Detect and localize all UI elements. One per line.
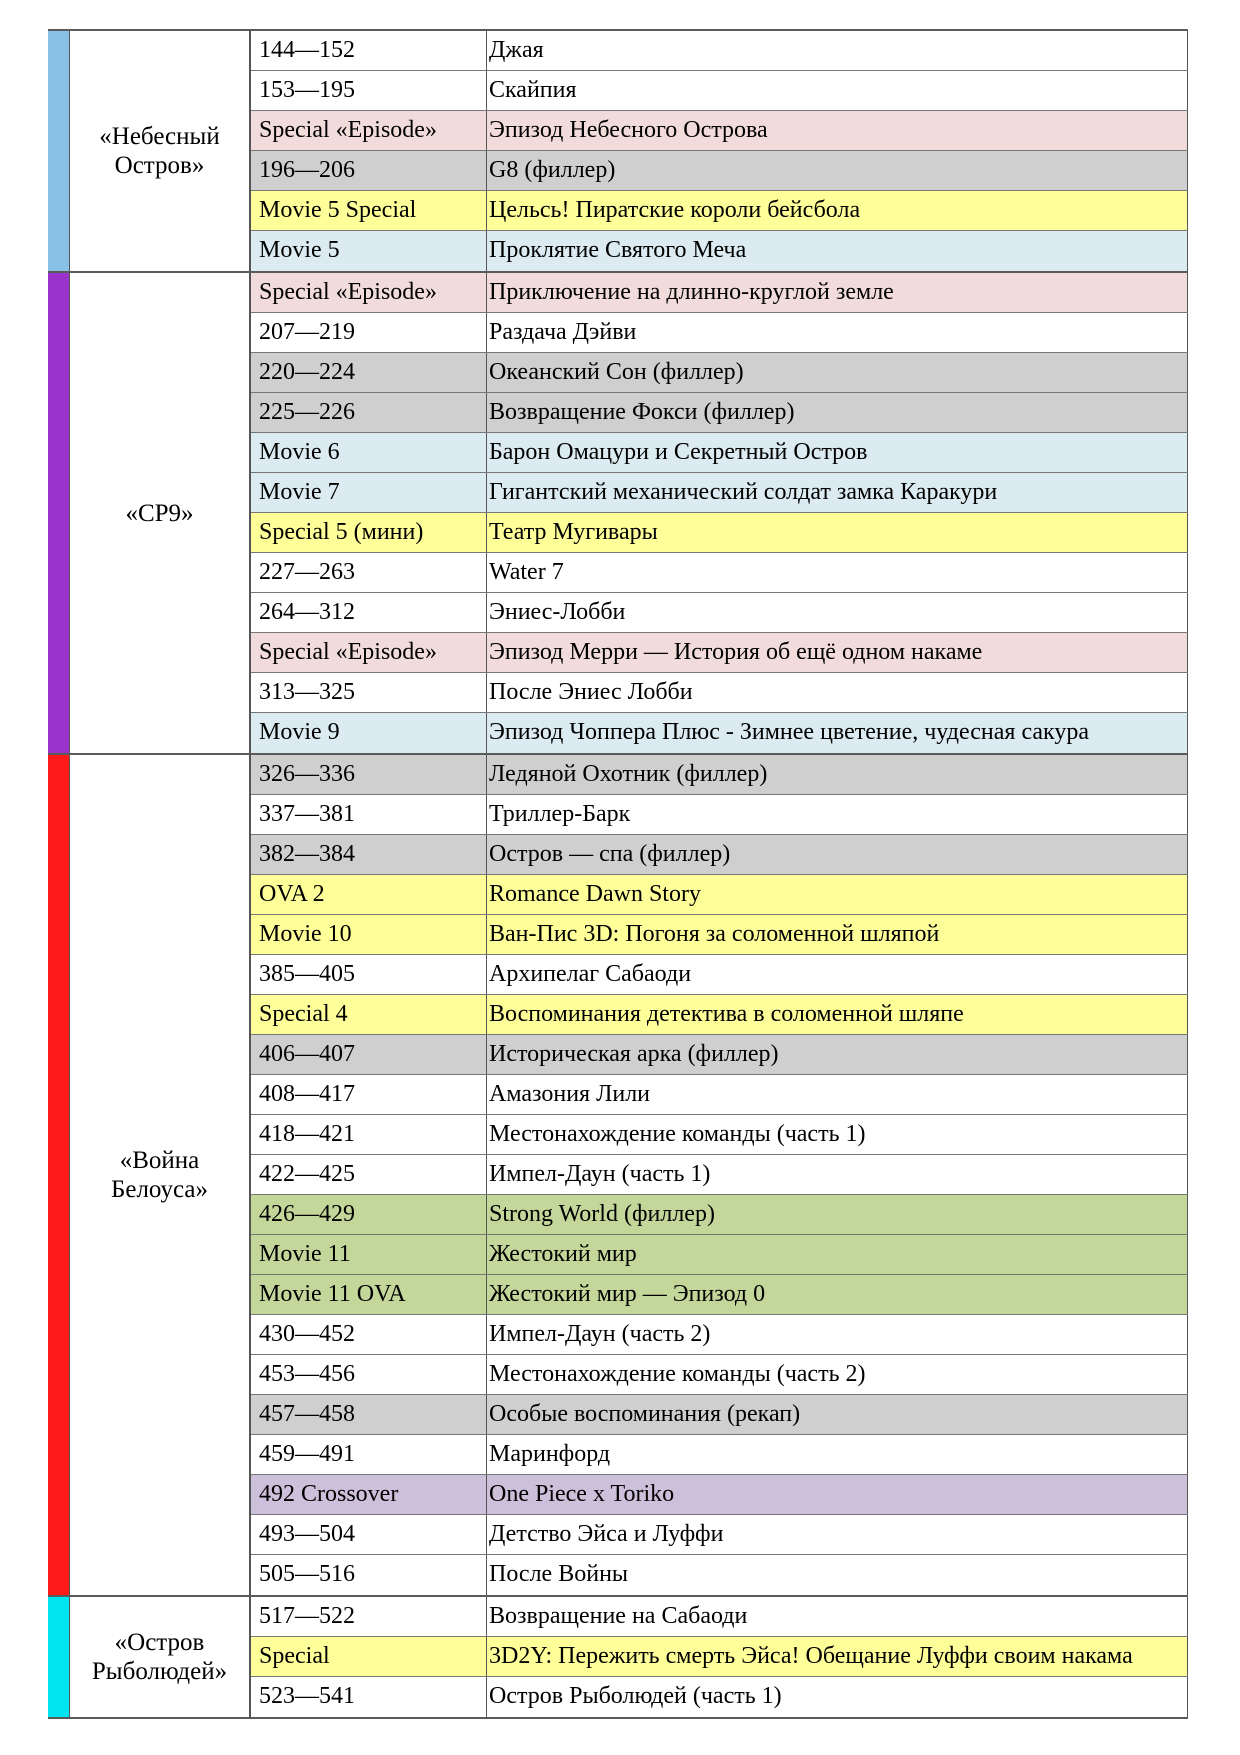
table-row bbox=[251, 71, 1188, 111]
arc-rows bbox=[251, 31, 1188, 271]
table-row bbox=[251, 875, 1188, 915]
episode-title-cell: Гигантский механический солдат замка Каракури bbox=[487, 473, 1188, 512]
episode-range-cell: Special «Episode» bbox=[251, 273, 487, 312]
arc-name: «Небесный Остров» bbox=[70, 31, 251, 271]
episode-title-cell: Детство Эйса и Луффи bbox=[487, 1515, 1188, 1554]
episode-title-cell: После Войны bbox=[487, 1555, 1188, 1595]
episode-range-cell: Special «Episode» bbox=[251, 111, 487, 150]
episode-range-cell: Movie 9 bbox=[251, 713, 487, 753]
table-row bbox=[251, 1637, 1188, 1677]
episode-title-cell: Местонахождение команды (часть 1) bbox=[487, 1115, 1188, 1154]
table-row bbox=[251, 353, 1188, 393]
episode-range-cell: 153—195 bbox=[251, 71, 487, 110]
episode-title-cell: Скайпия bbox=[487, 71, 1188, 110]
episode-range-cell: Special «Episode» bbox=[251, 633, 487, 672]
arc-name: «CP9» bbox=[70, 273, 251, 753]
table-row bbox=[251, 835, 1188, 875]
table-row bbox=[251, 1435, 1188, 1475]
episode-title-cell: Возвращение Фокси (филлер) bbox=[487, 393, 1188, 432]
episode-range-cell: 430—452 bbox=[251, 1315, 487, 1354]
arc-color-bar bbox=[48, 755, 70, 1595]
table-row bbox=[251, 393, 1188, 433]
episode-range-cell: OVA 2 bbox=[251, 875, 487, 914]
table-row bbox=[251, 553, 1188, 593]
episode-title-cell: Триллер-Барк bbox=[487, 795, 1188, 834]
episode-range-cell: Movie 10 bbox=[251, 915, 487, 954]
arc-rows bbox=[251, 1597, 1188, 1717]
episode-range-cell: 196—206 bbox=[251, 151, 487, 190]
episode-range-cell: 418—421 bbox=[251, 1115, 487, 1154]
episode-title-cell: Джая bbox=[487, 31, 1188, 70]
table-row bbox=[251, 433, 1188, 473]
table-row bbox=[251, 1075, 1188, 1115]
table-row bbox=[251, 593, 1188, 633]
arc-group bbox=[48, 273, 1188, 755]
episode-range-cell: Special 5 (мини) bbox=[251, 513, 487, 552]
episode-title-cell: Остров Рыболюдей (часть 1) bbox=[487, 1677, 1188, 1717]
table-row bbox=[251, 1235, 1188, 1275]
episode-range-cell: 144—152 bbox=[251, 31, 487, 70]
episode-range-cell: 326—336 bbox=[251, 755, 487, 794]
table-row bbox=[251, 1315, 1188, 1355]
table-row bbox=[251, 1155, 1188, 1195]
episode-range-cell: 408—417 bbox=[251, 1075, 487, 1114]
episode-range-cell: 492 Crossover bbox=[251, 1475, 487, 1514]
table-row bbox=[251, 1035, 1188, 1075]
episode-title-cell: Местонахождение команды (часть 2) bbox=[487, 1355, 1188, 1394]
arc-color-bar bbox=[48, 1597, 70, 1717]
arc-color-bar bbox=[48, 273, 70, 753]
episode-range-cell: 385—405 bbox=[251, 955, 487, 994]
episode-range-cell: 459—491 bbox=[251, 1435, 487, 1474]
episode-title-cell: Цельсь! Пиратские короли бейсбола bbox=[487, 191, 1188, 230]
episode-range-cell: 220—224 bbox=[251, 353, 487, 392]
table-row bbox=[251, 1475, 1188, 1515]
episode-title-cell: Ледяной Охотник (филлер) bbox=[487, 755, 1188, 794]
episode-table bbox=[48, 29, 1188, 1719]
table-row bbox=[251, 955, 1188, 995]
episode-range-cell: 382—384 bbox=[251, 835, 487, 874]
arc-group bbox=[48, 755, 1188, 1597]
episode-range-cell: 337—381 bbox=[251, 795, 487, 834]
episode-range-cell: 422—425 bbox=[251, 1155, 487, 1194]
episode-title-cell: Water 7 bbox=[487, 553, 1188, 592]
episode-range-cell: 227—263 bbox=[251, 553, 487, 592]
episode-title-cell: Strong World (филлер) bbox=[487, 1195, 1188, 1234]
episode-range-cell: Special bbox=[251, 1637, 487, 1676]
table-row bbox=[251, 755, 1188, 795]
arc-group bbox=[48, 1597, 1188, 1719]
episode-title-cell: Импел-Даун (часть 2) bbox=[487, 1315, 1188, 1354]
episode-title-cell: Эпизод Небесного Острова bbox=[487, 111, 1188, 150]
table-row bbox=[251, 1395, 1188, 1435]
episode-title-cell: После Эниес Лобби bbox=[487, 673, 1188, 712]
episode-title-cell: 3D2Y: Пережить смерть Эйса! Обещание Луффи своим накама bbox=[487, 1637, 1188, 1676]
table-row bbox=[251, 1515, 1188, 1555]
table-row bbox=[251, 1355, 1188, 1395]
table-row bbox=[251, 713, 1188, 753]
episode-range-cell: Movie 6 bbox=[251, 433, 487, 472]
episode-title-cell: Romance Dawn Story bbox=[487, 875, 1188, 914]
episode-title-cell: Эниес-Лобби bbox=[487, 593, 1188, 632]
table-row bbox=[251, 513, 1188, 553]
episode-title-cell: G8 (филлер) bbox=[487, 151, 1188, 190]
episode-title-cell: Историческая арка (филлер) bbox=[487, 1035, 1188, 1074]
arc-color-bar bbox=[48, 31, 70, 271]
episode-range-cell: 517—522 bbox=[251, 1597, 487, 1636]
table-row bbox=[251, 111, 1188, 151]
episode-title-cell: Маринфорд bbox=[487, 1435, 1188, 1474]
episode-range-cell: 426—429 bbox=[251, 1195, 487, 1234]
episode-title-cell: Ван-Пис 3D: Погоня за соломенной шляпой bbox=[487, 915, 1188, 954]
episode-range-cell: 505—516 bbox=[251, 1555, 487, 1595]
episode-title-cell: Архипелаг Сабаоди bbox=[487, 955, 1188, 994]
episode-range-cell: Movie 11 bbox=[251, 1235, 487, 1274]
episode-title-cell: Эпизод Чоппера Плюс - Зимнее цветение, чудесная сакура bbox=[487, 713, 1188, 753]
arc-rows bbox=[251, 755, 1188, 1595]
arc-name: «Остров Рыболюдей» bbox=[70, 1597, 251, 1717]
episode-range-cell: 313—325 bbox=[251, 673, 487, 712]
episode-range-cell: 406—407 bbox=[251, 1035, 487, 1074]
table-row bbox=[251, 151, 1188, 191]
table-row bbox=[251, 633, 1188, 673]
episode-title-cell: Воспоминания детектива в соломенной шляпе bbox=[487, 995, 1188, 1034]
episode-range-cell: Movie 5 Special bbox=[251, 191, 487, 230]
episode-range-cell: 493—504 bbox=[251, 1515, 487, 1554]
episode-range-cell: Movie 5 bbox=[251, 231, 487, 271]
episode-title-cell: Жестокий мир — Эпизод 0 bbox=[487, 1275, 1188, 1314]
episode-title-cell: Барон Омацури и Секретный Остров bbox=[487, 433, 1188, 472]
episode-range-cell: 207—219 bbox=[251, 313, 487, 352]
episode-range-cell: Movie 7 bbox=[251, 473, 487, 512]
episode-title-cell: Импел-Даун (часть 1) bbox=[487, 1155, 1188, 1194]
table-row bbox=[251, 673, 1188, 713]
episode-range-cell: Special 4 bbox=[251, 995, 487, 1034]
table-row bbox=[251, 313, 1188, 353]
table-row bbox=[251, 1555, 1188, 1595]
table-row bbox=[251, 1115, 1188, 1155]
table-row bbox=[251, 231, 1188, 271]
table-row bbox=[251, 1275, 1188, 1315]
episode-title-cell: Проклятие Святого Меча bbox=[487, 231, 1188, 271]
episode-range-cell: Movie 11 OVA bbox=[251, 1275, 487, 1314]
arc-group bbox=[48, 29, 1188, 273]
episode-range-cell: 457—458 bbox=[251, 1395, 487, 1434]
table-row bbox=[251, 915, 1188, 955]
arc-rows bbox=[251, 273, 1188, 753]
table-row bbox=[251, 1195, 1188, 1235]
episode-title-cell: Раздача Дэйви bbox=[487, 313, 1188, 352]
episode-title-cell: Театр Мугивары bbox=[487, 513, 1188, 552]
table-row bbox=[251, 31, 1188, 71]
episode-title-cell: Амазония Лили bbox=[487, 1075, 1188, 1114]
table-row bbox=[251, 1597, 1188, 1637]
episode-title-cell: Остров — спа (филлер) bbox=[487, 835, 1188, 874]
episode-title-cell: Возвращение на Сабаоди bbox=[487, 1597, 1188, 1636]
episode-title-cell: Особые воспоминания (рекап) bbox=[487, 1395, 1188, 1434]
episode-title-cell: One Piece x Toriko bbox=[487, 1475, 1188, 1514]
episode-title-cell: Эпизод Мерри — История об ещё одном накаме bbox=[487, 633, 1188, 672]
episode-range-cell: 453—456 bbox=[251, 1355, 487, 1394]
episode-range-cell: 523—541 bbox=[251, 1677, 487, 1717]
episode-range-cell: 225—226 bbox=[251, 393, 487, 432]
table-row bbox=[251, 273, 1188, 313]
table-row bbox=[251, 795, 1188, 835]
episode-title-cell: Жестокий мир bbox=[487, 1235, 1188, 1274]
table-row bbox=[251, 191, 1188, 231]
table-row bbox=[251, 473, 1188, 513]
arc-name: «Война Белоуса» bbox=[70, 755, 251, 1595]
episode-title-cell: Приключение на длинно-круглой земле bbox=[487, 273, 1188, 312]
episode-range-cell: 264—312 bbox=[251, 593, 487, 632]
episode-title-cell: Океанский Сон (филлер) bbox=[487, 353, 1188, 392]
table-row bbox=[251, 995, 1188, 1035]
table-row bbox=[251, 1677, 1188, 1717]
